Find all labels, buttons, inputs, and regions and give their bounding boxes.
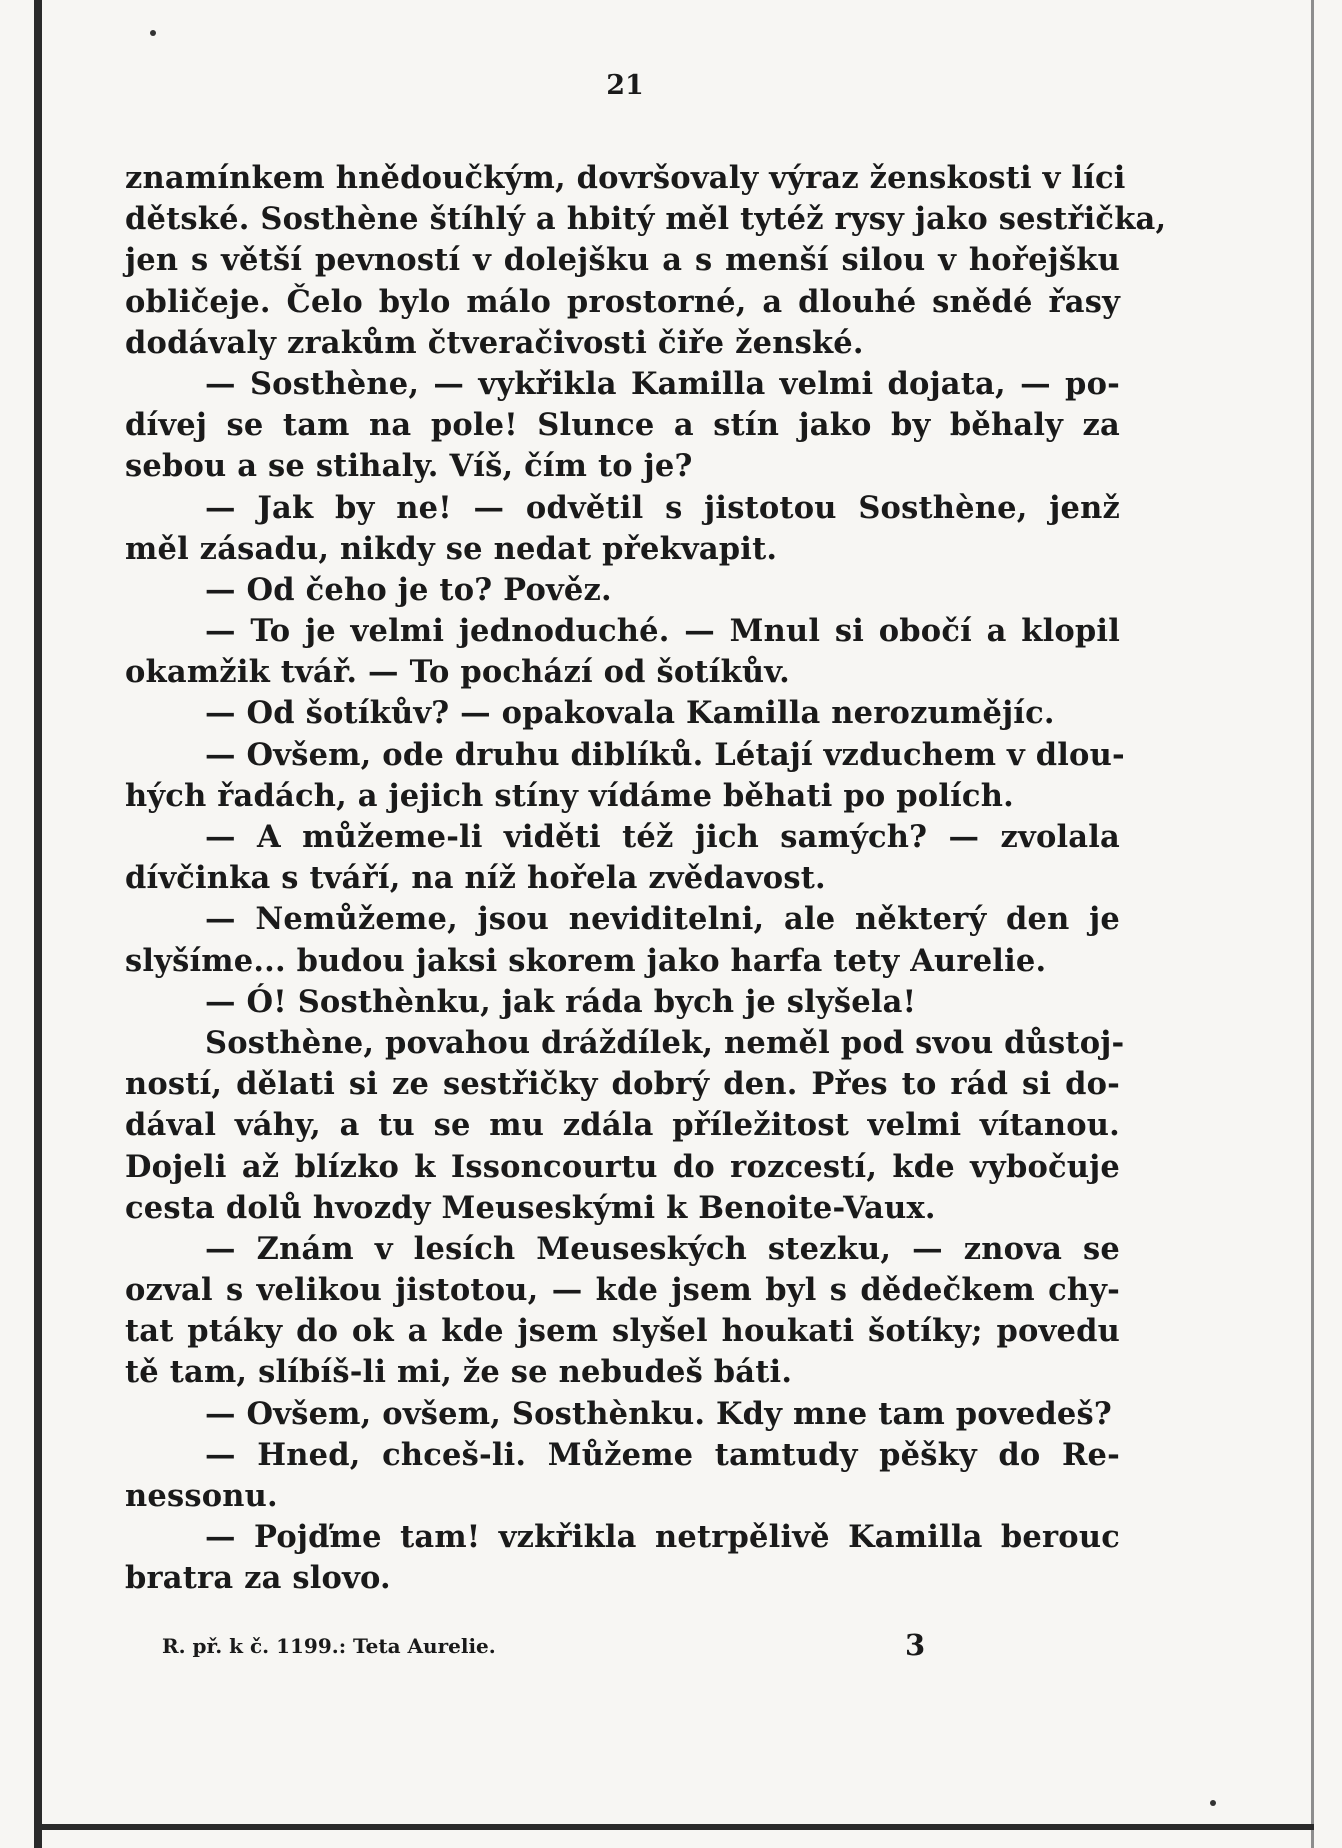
text-line: dodávaly zrakům čtveračivosti čiře ženské. xyxy=(125,324,864,361)
text-line: Sosthène, povahou dráždílek, neměl pod svou důstoj- xyxy=(205,1024,1125,1061)
text-line: — Od čeho je to? Pověz. xyxy=(205,571,612,608)
text-line: obličeje. Čelo bylo málo prostorné, a dlouhé snědé řasy xyxy=(125,283,1120,320)
text-line: měl zásadu, nikdy se nedat překvapit. xyxy=(125,530,778,567)
text-line: dětské. Sosthène štíhlý a hbitý měl tytéž rysy jako sestřička, xyxy=(125,201,1167,238)
text-line: — Pojďme tam! vzkřikla netrpělivě Kamilla berouc xyxy=(205,1519,1120,1556)
text-line: — Znám v lesích Meuseských stezku, — znova se xyxy=(205,1230,1120,1267)
text-line: jen s větší pevností v dolejšku a s menší silou v hořejšku xyxy=(125,242,1120,279)
text-line: — Sosthène, — vykřikla Kamilla velmi dojata, — po- xyxy=(205,365,1120,402)
text-line: slyšíme... budou jaksi skorem jako harfa tety Aurelie. xyxy=(125,942,1047,979)
text-line: ozval s velikou jistotou, — kde jsem byl s dědečkem chy- xyxy=(125,1272,1120,1309)
text-line: Dojeli až blízko k Issoncourtu do rozcestí, kde vybočuje xyxy=(125,1148,1120,1185)
signature-mark: 3 xyxy=(905,1628,926,1662)
text-line: tat ptáky do ok a kde jsem slyšel houkati šotíky; povedu xyxy=(125,1313,1120,1350)
text-line: — Ovšem, ovšem, Sosthènku. Kdy mne tam povedeš? xyxy=(205,1395,1112,1432)
print-speck xyxy=(150,30,156,36)
page-right-edge xyxy=(1311,0,1314,1848)
text-line: ností, dělati si ze sestřičky dobrý den. Přes to rád si do- xyxy=(125,1066,1120,1103)
text-line: znamínkem hnědoučkým, dovršovaly výraz ženskosti v líci xyxy=(125,160,1126,196)
page-left-edge xyxy=(34,0,42,1848)
body-text xyxy=(125,158,1167,1600)
text-line: — A můžeme-li viděti též jich samých? — zvolala xyxy=(205,819,1120,855)
page-bottom-edge xyxy=(34,1824,1314,1830)
text-line: sebou a se stihaly. Víš, čím to je? xyxy=(125,448,693,485)
text-line: — Jak by ne! — odvětil s jistotou Sosthène, jenž xyxy=(205,489,1120,526)
footer-reference: R. př. k č. 1199.: Teta Aurelie. xyxy=(162,1634,496,1658)
text-line: — Ovšem, ode druhu diblíků. Létají vzduchem v dlou- xyxy=(205,736,1125,773)
text-line: okamžik tvář. — To pochází od šotíkův. xyxy=(125,654,790,691)
text-line: — Nemůžeme, jsou neviditelni, ale některý den je xyxy=(205,901,1120,938)
print-speck xyxy=(1210,1800,1216,1806)
text-line: — Od šotíkův? — opakovala Kamilla nerozumějíc. xyxy=(205,695,1055,732)
text-line: — To je velmi jednoduché. — Mnul si obočí a klopil xyxy=(205,613,1120,650)
text-line: dívej se tam na pole! Slunce a stín jako by běhaly za xyxy=(125,407,1120,444)
text-line: dívčinka s tváří, na níž hořela zvědavost. xyxy=(125,860,826,897)
text-line: cesta dolů hvozdy Meuseskými k Benoite-Vaux. xyxy=(125,1189,936,1226)
text-line: hých řadách, a jejich stíny vídáme běhati po polích. xyxy=(125,777,1014,814)
text-line: — Hned, chceš-li. Můžeme tamtudy pěšky do Re- xyxy=(205,1436,1120,1473)
text-line: tě tam, slíbíš-li mi, že se nebudeš báti. xyxy=(125,1354,793,1391)
text-line: bratra za slovo. xyxy=(125,1560,391,1597)
text-line: nessonu. xyxy=(125,1478,278,1514)
text-line: dával váhy, a tu se mu zdála příležitost velmi vítanou. xyxy=(125,1107,1120,1144)
text-line: — Ó! Sosthènku, jak ráda bych je slyšela! xyxy=(205,983,917,1020)
page-number: 21 xyxy=(606,70,644,101)
